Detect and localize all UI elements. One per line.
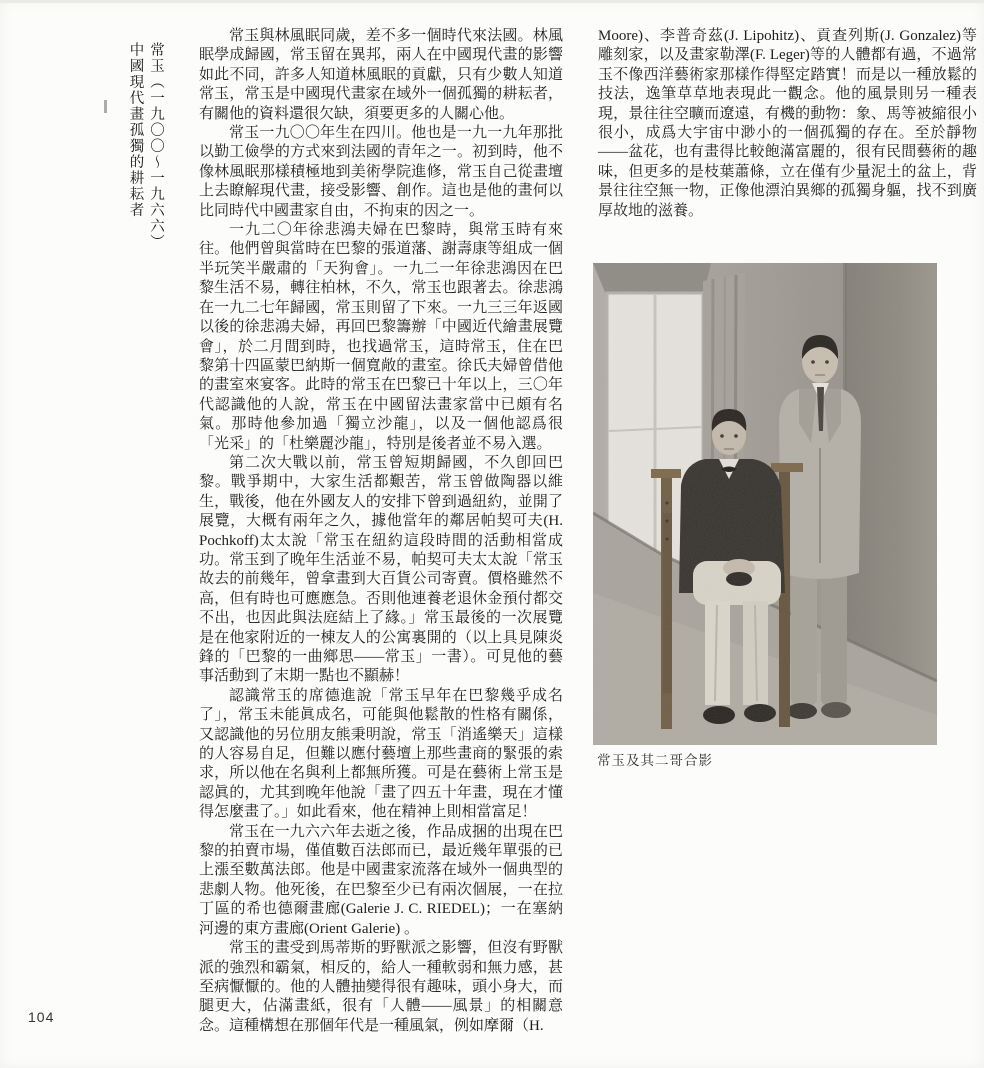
body-paragraph: Moore)、李普奇茲(J. Lipohitz)、貢查列斯(J. Gonzalez)等雕刻家，以及畫家勒澤(F. Leger)等的人體都有過，不過常玉不像西洋藝術家那樣作得堅定踏實！而是以一種放鬆的技法，逸筆草草地表現此一觀念。他的風景則另一種表現，景往往空曠而遼遠，有機的動物：象、馬等被縮很小很小，成爲大宇宙中渺小的一個孤獨的存在。至於靜物——盆花，也有畫得比較飽滿富麗的，很有民間藝術的趣味，但更多的是枝葉蕭條，立在僅有少量泥土的盆上，背景往往空無一物，正像他漂泊異鄉的孤獨身軀，找不到廣厚故地的滋養。 xyxy=(598,28,977,219)
main-text-column-right xyxy=(598,27,977,221)
title-artist-name-years: 常玉（一九〇〇～一九六六） xyxy=(148,42,164,250)
body-paragraph: 常玉在一九六六年去逝之後，作品成捆的出現在巴黎的拍賣市場，僅值數百法郎而已，最近幾年單張的已上漲至數萬法郎。他是中國畫家流落在域外一個典型的悲劇人物。他死後，在巴黎至少已有兩次個展，一在拉丁區的希也德爾畫廊(Galerie J. C. RIEDEL)；一在塞納河邊的東方畫廊(Orient Galerie) 。 xyxy=(199,823,563,937)
main-text-column-left xyxy=(199,27,563,1036)
photo-caption: 常玉及其二哥合影 xyxy=(597,753,713,768)
scan-artifact-top xyxy=(0,0,984,3)
body-paragraph: 常玉一九〇〇年生在四川。他也是一九一九年那批以勤工儉學的方式來到法國的青年之一。初到時，他不像林風眠那樣積極地到美術學院進修，常玉自己從畫壇上去瞭解現代畫，接受影響、創作。這也是他的畫何以比同時代中國畫家自由，不拘束的因之一。 xyxy=(199,125,563,219)
chapter-title-vertical xyxy=(122,42,169,302)
body-paragraph: 第二次大戰以前，常玉曾短期歸國，不久卽回巴黎。戰爭期中，大家生活都艱苦，常玉曾做陶器以維生，戰後，他在外國友人的安排下曾到過紐約，並開了展覽，大概有兩年之久，據他當年的鄰居帕契可夫(H. Pochkoff)太太說「常玉在紐約這段時間的活動相當成功。常玉到了晚年生活並不易，帕契可夫太太說「常玉故去的前幾年，曾拿畫到大百貨公司寄賣。價格雖然不高，但有時也可應應急。否則他連養老退休金預付都交不出，也因此與法庭結上了緣。」常玉最後的一次展覽是在他家附近的一棟友人的公寓裏開的（以上具見陳炎鋒的「巴黎的一曲鄉思——常玉」一書）。可見他的藝事活動到了末期一點也不顯赫！ xyxy=(199,454,563,685)
photo-sanyu-and-brother xyxy=(593,263,937,745)
body-paragraph: 認識常玉的席德進說「常玉早年在巴黎幾乎成名了」，常玉未能眞成名，可能與他鬆散的性格有關係，又認識他的另位朋友熊秉明說，常玉「消遙樂天」這樣的人容易自足，但難以應付藝壇上那些畫商的緊張的索求，所以他在名與利上都無所獲。可是在藝術上常玉是認眞的，尤其到晚年他說「畫了四五十年畫，現在才懂得怎麼畫了。」如此看來，他在精神上則相當富足！ xyxy=(199,687,563,821)
title-subtitle: 中國現代畫孤獨的耕耘者 xyxy=(127,42,144,218)
body-paragraph: 常玉與林風眠同歲，差不多一個時代來法國。林風眠學成歸國，常玉留在異邦，兩人在中國現代畫的影響如此不同，許多人知道林風眠的貢獻，只有少數人知道常玉，常玉是中國現代畫家在域外一個孤獨的耕耘者，有關他的資料還很欠缺，須要更多的人關心他。 xyxy=(199,28,563,122)
scan-artifact-mark xyxy=(104,100,107,113)
body-paragraph: 一九二〇年徐悲鴻夫婦在巴黎時，與常玉時有來往。他們曾與當時在巴黎的張道藩、謝壽康等組成一個半玩笑半嚴肅的「天狗會」。一九二一年徐悲鴻因在巴黎生活不易，轉往柏林，不久，常玉也跟著去。徐悲鴻在一九二七年歸國，常玉則留了下來。一九三三年返國以後的徐悲鴻夫婦，再回巴黎籌辦「中國近代繪畫展覽會」，於二月間到時，也找過常玉，這時常玉，住在巴黎第十四區蒙巴納斯一個寬敞的畫室。徐氏夫婦曾借他的畫室來宴客。此時的常玉在巴黎已十年以上，三〇年代認識他的人說，常玉在中國留法畫家當中已頗有名氣。那時他參加過「獨立沙龍」，以及一個他認爲很「光采」的「杜樂麗沙龍」，特別是後者並不易入選。 xyxy=(199,222,563,452)
body-paragraph: 常玉的畫受到馬蒂斯的野獸派之影響，但沒有野獸派的強烈和霸氣，相反的，給人一種軟弱和無力感，甚至病懨懨的。他的人體抽變得很有趣味，頭小身大，而腿更大，佔滿畫紙，很有「人體——風景」的相關意念。這種構想在那個年代是一種風氣，例如摩爾（H. xyxy=(199,940,563,1034)
page-number: 104 xyxy=(28,1009,55,1025)
photo-illustration xyxy=(593,263,937,745)
